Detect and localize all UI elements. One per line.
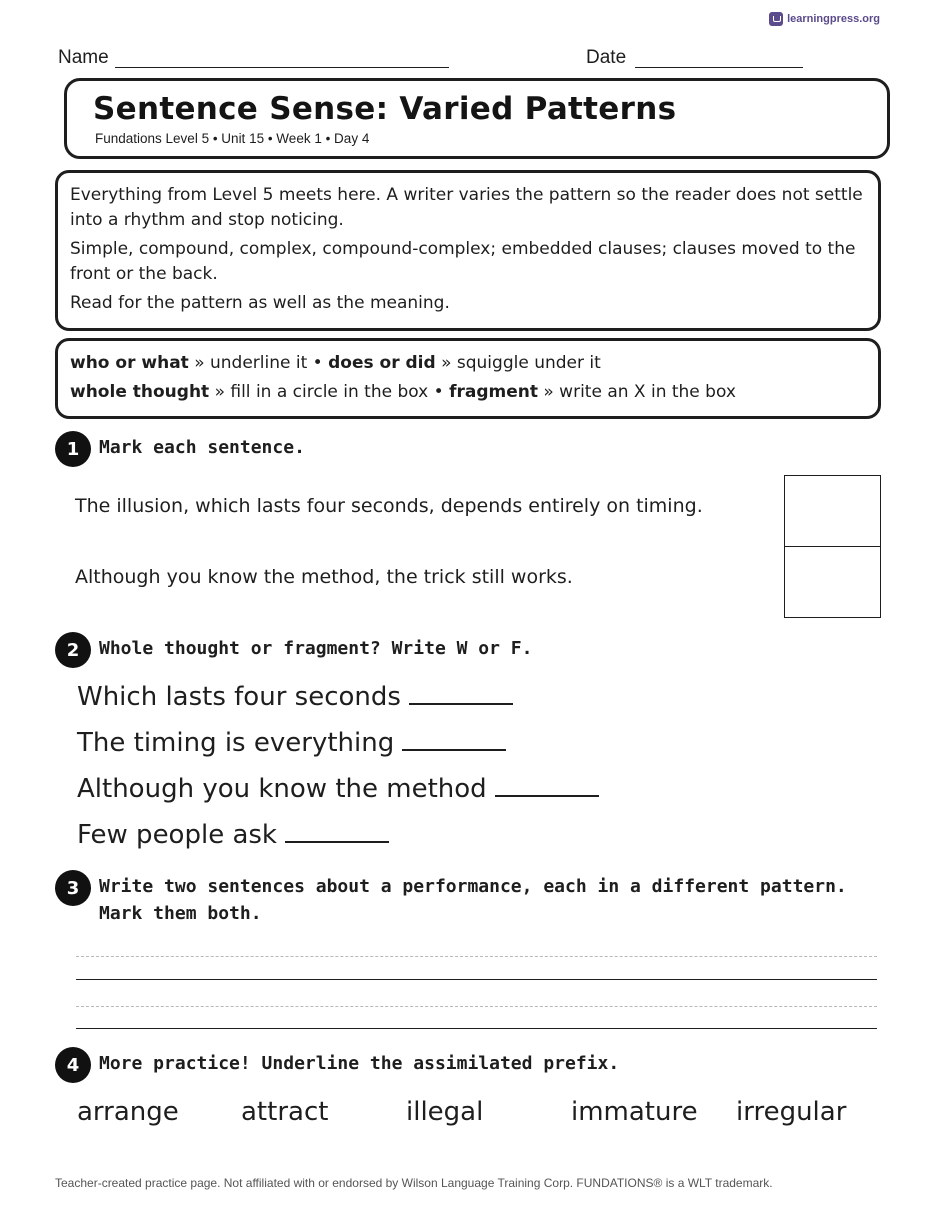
answer-blank[interactable] (402, 749, 506, 751)
answer-box[interactable] (784, 546, 881, 618)
prefix-word-list (77, 1097, 877, 1137)
section-title: More practice! Underline the assimilated prefix. (99, 1053, 620, 1074)
name-field[interactable] (115, 67, 449, 68)
wf-item (77, 774, 599, 804)
prefix-word[interactable]: irregular (736, 1097, 847, 1127)
intro-box (55, 170, 881, 331)
section-number: 1 (55, 431, 91, 467)
legend-desc: » fill in a circle in the box • (209, 382, 450, 402)
legend-term: does or did (328, 353, 436, 373)
intro-paragraph: Everything from Level 5 meets here. A writer varies the pattern so the reader does not settle into a rhythm and stop noticing. (70, 185, 863, 230)
legend-desc: » underline it • (188, 353, 329, 373)
legend-line (70, 378, 866, 407)
section-number: 4 (55, 1047, 91, 1083)
wf-item (77, 728, 506, 758)
legend-term: whole thought (70, 382, 210, 402)
writing-line[interactable] (76, 1028, 877, 1029)
section-2-header (55, 632, 532, 668)
intro-paragraph: Read for the pattern as well as the meaning. (70, 293, 450, 313)
legend-line (70, 349, 866, 378)
prefix-word[interactable]: arrange (77, 1097, 179, 1127)
book-icon (769, 12, 783, 26)
page-subtitle: Fundations Level 5 • Unit 15 • Week 1 • Day 4 (95, 131, 370, 146)
section-1-header (55, 431, 305, 467)
brand-logo (769, 12, 880, 26)
section-4-header (55, 1047, 619, 1083)
section-title-line: Write two sentences about a performance, each in a different pattern. (99, 876, 847, 897)
answer-box[interactable] (784, 475, 881, 547)
section-title-line: Mark them both. (99, 903, 262, 924)
wf-item-text: Few people ask (77, 820, 277, 850)
writing-line[interactable] (76, 979, 877, 980)
brand-text: learningpress.org (787, 13, 880, 25)
page-title: Sentence Sense: Varied Patterns (93, 91, 677, 127)
legend-desc: » squiggle under it (435, 353, 601, 373)
wf-item (77, 820, 389, 850)
writing-guide-line (76, 956, 877, 957)
wf-item-text: The timing is everything (77, 728, 395, 758)
prefix-word[interactable]: immature (571, 1097, 698, 1127)
name-date-row (58, 47, 818, 71)
section-title: Whole thought or fragment? Write W or F. (99, 638, 533, 659)
answer-blank[interactable] (495, 795, 599, 797)
marking-legend (55, 338, 881, 419)
title-box (64, 78, 890, 159)
legend-term: who or what (70, 353, 189, 373)
prefix-word[interactable]: illegal (406, 1097, 484, 1127)
wf-item-text: Which lasts four seconds (77, 682, 401, 712)
legend-term: fragment (449, 382, 538, 402)
section-number: 2 (55, 632, 91, 668)
date-label: Date (586, 47, 627, 68)
writing-guide-line (76, 1006, 877, 1007)
name-label: Name (58, 47, 109, 68)
practice-sentence: The illusion, which lasts four seconds, depends entirely on timing. (75, 495, 703, 517)
intro-paragraph: Simple, compound, complex, compound-complex; embedded clauses; clauses moved to the front or the back. (70, 239, 856, 284)
section-title: Mark each sentence. (99, 437, 305, 458)
section-number: 3 (55, 870, 91, 906)
answer-blank[interactable] (285, 841, 389, 843)
prefix-word[interactable]: attract (241, 1097, 329, 1127)
answer-blank[interactable] (409, 703, 513, 705)
footer-disclaimer: Teacher-created practice page. Not affiliated with or endorsed by Wilson Language Training Corp. FUNDATIONS® is a WLT trademark. (55, 1176, 773, 1190)
wf-item-text: Although you know the method (77, 774, 487, 804)
date-field[interactable] (635, 67, 803, 68)
wf-item (77, 682, 513, 712)
section-3-header (55, 870, 847, 927)
section-title (99, 870, 847, 927)
legend-desc: » write an X in the box (537, 382, 736, 402)
practice-sentence: Although you know the method, the trick still works. (75, 566, 573, 588)
